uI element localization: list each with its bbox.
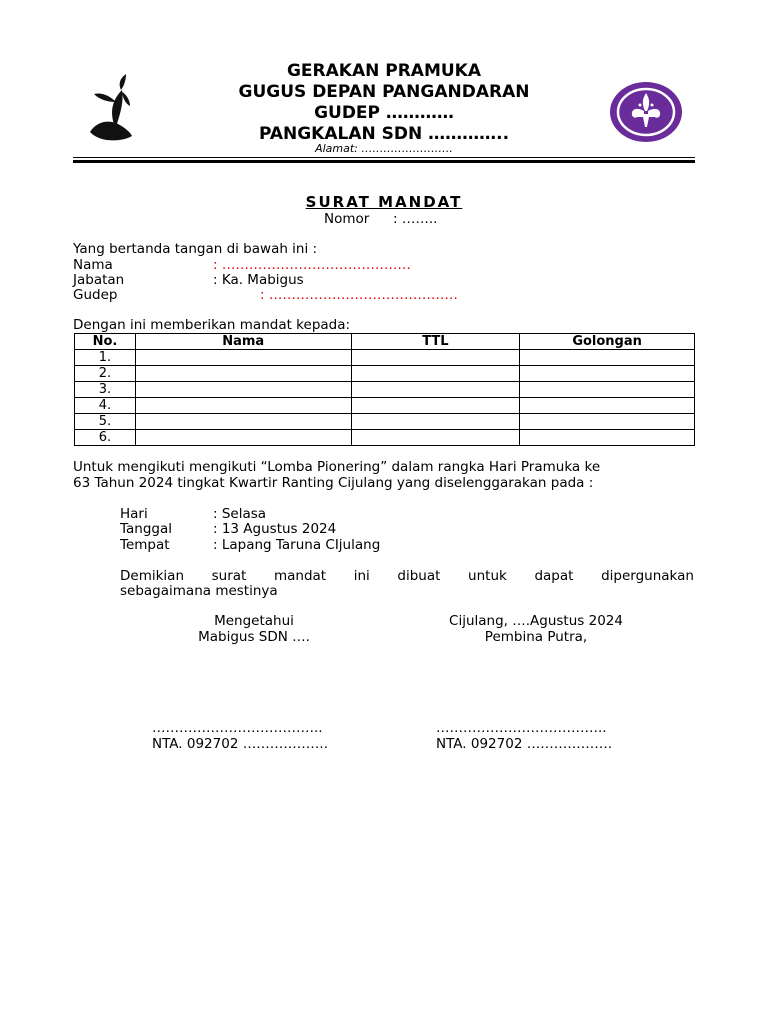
closing-word: untuk: [468, 568, 507, 584]
closing-word: surat: [211, 568, 247, 584]
closing-word: mandat: [273, 568, 327, 584]
table-row: [75, 430, 695, 446]
jabatan-label: Jabatan: [73, 272, 125, 288]
cell-golongan: [520, 398, 695, 414]
closing-word: dapat: [534, 568, 574, 584]
cell-golongan: [520, 366, 695, 382]
closing-word: Demikian: [120, 568, 184, 584]
nama-label: Nama: [73, 257, 113, 273]
address: Alamat: …………………….: [315, 142, 453, 155]
cell-ttl: [351, 350, 520, 366]
right-sign-title-1: Cijulang, ….Agustus 2024: [449, 613, 623, 629]
cell-nama: [135, 414, 351, 430]
mandate-intro: Dengan ini memberikan mandat kepada:: [73, 317, 351, 333]
cell-ttl: [351, 414, 520, 430]
header-ttl: TTL: [351, 334, 520, 350]
nomor-label: Nomor: [324, 211, 370, 227]
tempat-label: Tempat: [120, 537, 170, 553]
header-no: No.: [75, 334, 136, 350]
cell-nama: [135, 350, 351, 366]
intro-text: Yang bertanda tangan di bawah ini :: [73, 241, 318, 257]
tanggal-value: : 13 Agustus 2024: [213, 521, 337, 537]
pangkalan-line: PANGKALAN SDN …………..: [258, 124, 510, 144]
closing-word: ini: [353, 568, 370, 584]
cell-golongan: [520, 350, 695, 366]
table-row: [75, 350, 695, 366]
cell-ttl: [351, 382, 520, 398]
row-number: 3.: [75, 382, 136, 398]
jabatan-value: : Ka. Mabigus: [213, 272, 304, 288]
row-number: 2.: [75, 366, 136, 382]
table-row: [75, 366, 695, 382]
cell-nama: [135, 382, 351, 398]
cell-golongan: [520, 430, 695, 446]
nama-value: : ……………………………………: [213, 257, 411, 273]
cell-nama: [135, 430, 351, 446]
gudep-value: : ……………………………………: [260, 287, 458, 303]
org-name: GERAKAN PRAMUKA: [286, 61, 482, 81]
header-nama: Nama: [135, 334, 351, 350]
hari-label: Hari: [120, 506, 148, 522]
right-nta: NTA. 092702 ……………….: [436, 736, 612, 752]
cell-golongan: [520, 382, 695, 398]
left-sign-line: ………………………………..: [152, 720, 323, 736]
gudep-label: Gudep: [73, 287, 118, 303]
left-nta: NTA. 092702 ……………….: [152, 736, 328, 752]
cell-nama: [135, 366, 351, 382]
cell-nama: [135, 398, 351, 414]
row-number: 6.: [75, 430, 136, 446]
hari-value: : Selasa: [213, 506, 267, 522]
gudep-line: GUDEP …………: [314, 103, 454, 123]
table-header-row: [75, 334, 695, 350]
right-sign-line: ………………………………..: [436, 720, 607, 736]
left-sign-title-1: Mengetahui: [214, 613, 294, 629]
purpose-line-2: 63 Tahun 2024 tingkat Kwartir Ranting Cijulang yang diselenggarakan pada :: [73, 475, 594, 491]
table-row: [75, 414, 695, 430]
closing-word: dibuat: [397, 568, 441, 584]
purpose-line-1: Untuk mengikuti mengikuti “Lomba Pionering” dalam rangka Hari Pramuka ke: [73, 459, 601, 475]
row-number: 4.: [75, 398, 136, 414]
tempat-value: : Lapang Taruna CIjulang: [213, 537, 381, 553]
cell-ttl: [351, 366, 520, 382]
header-divider-thick: [73, 160, 695, 163]
letter-title: SURAT MANDAT: [305, 193, 463, 211]
participant-table: [74, 333, 695, 446]
table-row: [75, 382, 695, 398]
row-number: 5.: [75, 414, 136, 430]
table-row: [75, 398, 695, 414]
closing-word: dipergunakan: [601, 568, 694, 584]
header-golongan: Golongan: [520, 334, 695, 350]
closing-line-2: sebagaimana mestinya: [120, 583, 278, 599]
nomor-value: : ……..: [393, 211, 438, 227]
tanggal-label: Tanggal: [120, 521, 173, 537]
row-number: 1.: [75, 350, 136, 366]
right-sign-title-2: Pembina Putra,: [484, 629, 588, 645]
header-divider-thin: [73, 157, 695, 158]
cell-golongan: [520, 414, 695, 430]
cell-ttl: [351, 430, 520, 446]
left-sign-title-2: Mabigus SDN ….: [198, 629, 310, 645]
cell-ttl: [351, 398, 520, 414]
gugus-depan: GUGUS DEPAN PANGANDARAN: [238, 82, 530, 102]
closing-line-1: [120, 568, 694, 584]
